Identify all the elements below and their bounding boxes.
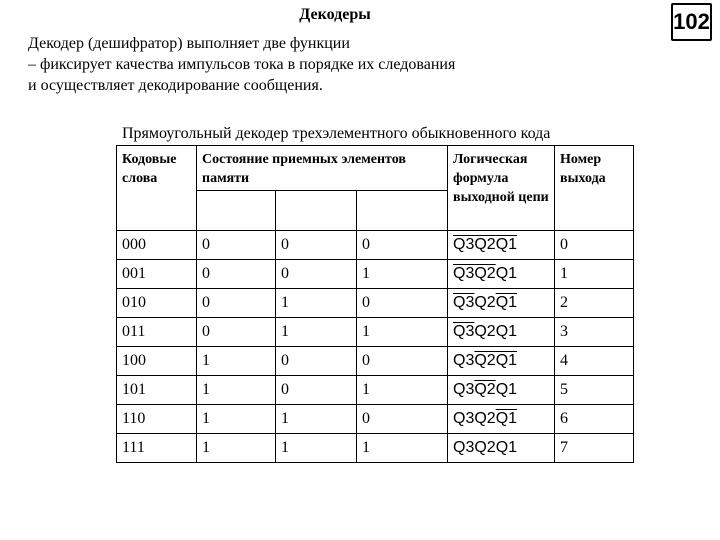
state-q3-cell: 0 — [197, 289, 276, 318]
page-title: Декодеры — [299, 6, 371, 23]
formula-term: Q3 — [453, 323, 475, 340]
formula-cell — [448, 405, 555, 434]
output-number-cell: 7 — [555, 434, 634, 463]
formula-term: Q1 — [495, 236, 518, 253]
output-number-cell: 6 — [555, 405, 634, 434]
table-row — [117, 260, 634, 289]
state-q3-cell: 0 — [197, 260, 276, 289]
formula-term: Q3 — [453, 294, 475, 311]
state-q1-cell: 1 — [357, 260, 448, 289]
code-word-cell: 100 — [117, 347, 197, 376]
formula-cell — [448, 376, 555, 405]
formula-term: Q2 — [474, 294, 496, 311]
state-q2-cell: 1 — [276, 318, 357, 347]
formula-term: Q1 — [495, 352, 518, 369]
formula-term: Q1 — [495, 294, 518, 311]
code-word-cell: 010 — [117, 289, 197, 318]
state-q3-cell: 0 — [197, 318, 276, 347]
output-number-cell: 2 — [555, 289, 634, 318]
state-q2-cell: 0 — [276, 260, 357, 289]
code-word-cell: 001 — [117, 260, 197, 289]
state-q3-cell: 1 — [197, 376, 276, 405]
table-row — [117, 318, 634, 347]
header-state-subcell — [197, 191, 276, 231]
header-state-subcell — [276, 191, 357, 231]
table-row — [117, 347, 634, 376]
formula-term: Q1 — [495, 381, 518, 398]
output-number-cell: 0 — [555, 231, 634, 260]
header-code-words: Кодовые слова — [117, 146, 197, 231]
table-row — [117, 289, 634, 318]
intro-line: – фиксирует качества импульсов тока в порядке их следования — [28, 56, 456, 73]
table-row — [117, 376, 634, 405]
formula-cell — [448, 289, 555, 318]
formula-term: Q2 — [474, 352, 496, 369]
state-q1-cell: 0 — [357, 231, 448, 260]
state-q2-cell: 0 — [276, 231, 357, 260]
state-q3-cell: 1 — [197, 405, 276, 434]
table-caption: Прямоугольный декодер трехэлементного обыкновенного кода — [122, 125, 551, 142]
formula-term: Q2 — [474, 265, 496, 282]
formula-term: Q1 — [495, 265, 518, 282]
table-row — [117, 405, 634, 434]
code-word-cell: 011 — [117, 318, 197, 347]
formula-term: Q1 — [495, 323, 518, 340]
formula-term: Q2 — [474, 323, 496, 340]
state-q1-cell: 0 — [357, 289, 448, 318]
formula-term: Q3 — [453, 236, 475, 253]
header-formula: Логическая формула выходной цепи — [448, 146, 555, 231]
intro-line: Декодер (дешифратор) выполняет две функции — [28, 35, 350, 52]
code-word-cell: 000 — [117, 231, 197, 260]
formula-term: Q3 — [453, 410, 475, 427]
state-q3-cell: 1 — [197, 347, 276, 376]
output-number-cell: 3 — [555, 318, 634, 347]
state-q3-cell: 0 — [197, 231, 276, 260]
state-q2-cell: 1 — [276, 434, 357, 463]
formula-term: Q3 — [453, 439, 475, 456]
state-q1-cell: 1 — [357, 434, 448, 463]
formula-cell — [448, 434, 555, 463]
formula-cell — [448, 347, 555, 376]
state-q1-cell: 1 — [357, 318, 448, 347]
decoder-table — [116, 145, 634, 463]
state-q1-cell: 1 — [357, 376, 448, 405]
output-number-cell: 4 — [555, 347, 634, 376]
header-state-subcell — [357, 191, 448, 231]
code-word-cell: 111 — [117, 434, 197, 463]
state-q1-cell: 0 — [357, 405, 448, 434]
code-word-cell: 101 — [117, 376, 197, 405]
code-word-cell: 110 — [117, 405, 197, 434]
formula-cell — [448, 318, 555, 347]
output-number-cell: 5 — [555, 376, 634, 405]
state-q2-cell: 0 — [276, 347, 357, 376]
state-q1-cell: 0 — [357, 347, 448, 376]
formula-cell — [448, 260, 555, 289]
state-q2-cell: 0 — [276, 376, 357, 405]
state-q3-cell: 1 — [197, 434, 276, 463]
header-output: Номер выхода — [555, 146, 634, 231]
formula-term: Q1 — [495, 439, 518, 456]
state-q2-cell: 1 — [276, 405, 357, 434]
output-number-cell: 1 — [555, 260, 634, 289]
table-row — [117, 231, 634, 260]
formula-term: Q2 — [474, 236, 496, 253]
decoder-table-body — [117, 231, 634, 463]
formula-term: Q2 — [474, 439, 496, 456]
formula-term: Q1 — [495, 410, 518, 427]
intro-text — [28, 33, 455, 96]
formula-term: Q3 — [453, 265, 475, 282]
header-states: Состояние приемных элементов памяти — [197, 146, 448, 191]
table-row — [117, 434, 634, 463]
intro-line: и осуществляет декодирование сообщения. — [28, 77, 323, 94]
formula-term: Q3 — [453, 381, 475, 398]
page-number-badge: 102 — [671, 3, 712, 41]
formula-cell — [448, 231, 555, 260]
formula-term: Q3 — [453, 352, 475, 369]
formula-term: Q2 — [474, 381, 496, 398]
formula-term: Q2 — [474, 410, 496, 427]
state-q2-cell: 1 — [276, 289, 357, 318]
